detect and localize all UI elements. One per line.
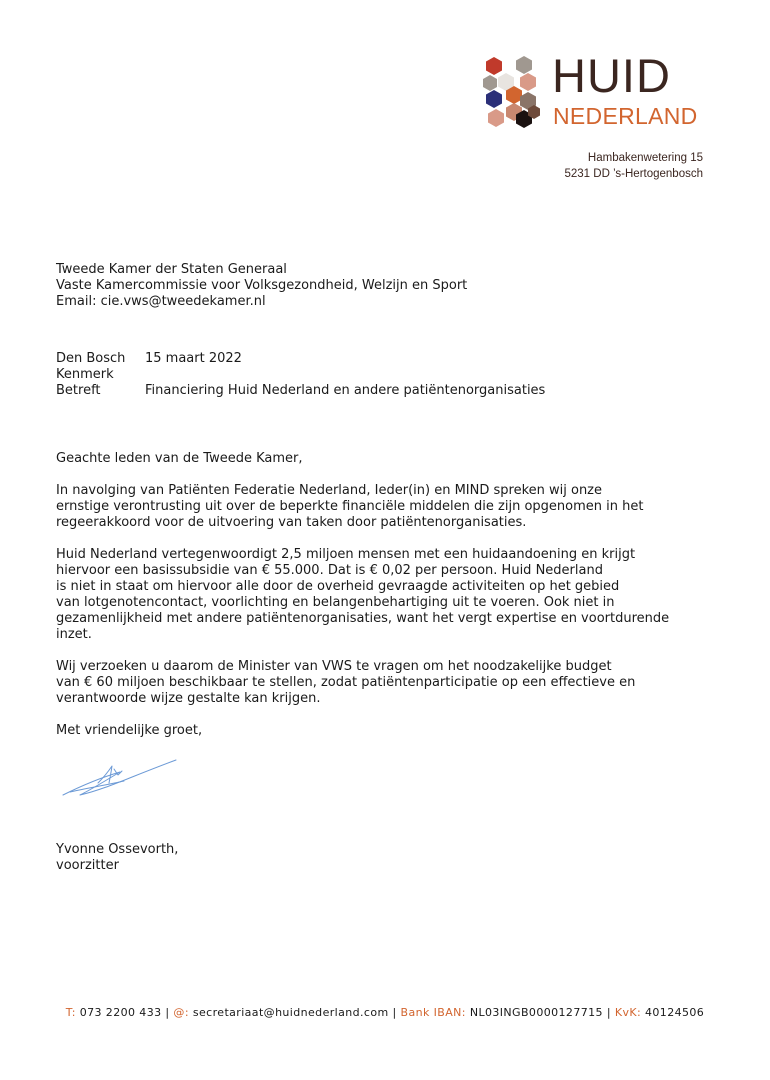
text-line: gezamenlijkheid met andere patiëntenorganisaties, want het vergt expertise en voortdurende (56, 611, 670, 626)
email-address: secretariaat@huidnederland.com (192, 1006, 389, 1019)
recipient-line: Tweede Kamer der Staten Generaal (56, 262, 287, 277)
text-line: Huid Nederland vertegenwoordigt 2,5 miljoen mensen met een huidaandoening en krijgt (56, 547, 636, 562)
handwritten-signature (58, 755, 183, 803)
sender-address (564, 150, 703, 182)
footer-separator: | (392, 1006, 397, 1019)
subject-label: Betreft (56, 383, 101, 398)
text-line: verantwoorde wijze gestalte kan krijgen. (56, 691, 321, 706)
iban-label: Bank IBAN: (400, 1006, 466, 1019)
text-line: van lotgenotencontact, voorlichting en belangenbehartiging uit te voeren. Ook niet in (56, 595, 615, 610)
logo-subtitle: NEDERLAND (553, 103, 698, 129)
salutation: Geachte leden van de Tweede Kamer, (56, 451, 303, 466)
meta-reference-row (56, 367, 545, 383)
sender-city: 5231 DD ’s-Hertogenbosch (564, 168, 703, 180)
phone-number: 073 2200 433 (79, 1006, 162, 1019)
huid-nederland-logo (482, 49, 707, 135)
place-label: Den Bosch (56, 351, 126, 366)
signer-role: voorzitter (56, 858, 119, 873)
sender-street: Hambakenwetering 15 (587, 152, 703, 164)
meta-date-row (56, 351, 545, 367)
text-line: regeerakkoord voor de uitvoering van taken door patiëntenorganisaties. (56, 515, 527, 530)
closing: Met vriendelijke groet, (56, 723, 203, 738)
letter-meta (56, 351, 545, 399)
recipient-address (56, 262, 467, 310)
kvk-label: KvK: (614, 1006, 642, 1019)
phone-label: T: (65, 1006, 76, 1019)
logo-hex (520, 73, 536, 91)
logo-hex (488, 109, 504, 127)
hexagon-skin-tones-logo-icon (482, 55, 544, 135)
email-label: @: (173, 1006, 189, 1019)
text-line: ernstige verontrusting uit over de beperkte financiële middelen die zijn opgenomen in het (56, 499, 644, 514)
logo-title: HUID (552, 49, 671, 102)
text-line: van € 60 miljoen beschikbaar te stellen, zodat patiëntenparticipatie op een effectieve en (56, 675, 636, 690)
letter-date: 15 maart 2022 (145, 351, 242, 366)
letter-subject: Financiering Huid Nederland en andere patiëntenorganisaties (145, 383, 546, 398)
letter-body (56, 451, 676, 755)
text-line: is niet in staat om hiervoor alle door de overheid gevraagde activiteiten op het gebied (56, 579, 620, 594)
signer-name: Yvonne Ossevorth, (56, 842, 179, 857)
reference-label: Kenmerk (56, 367, 114, 382)
logo-hex (483, 75, 497, 91)
text-line: hiervoor een basissubsidie van € 55.000. Dat is € 0,02 per persoon. Huid Nederland (56, 563, 603, 578)
logo-hex (486, 57, 502, 75)
text-line: In navolging van Patiënten Federatie Nederland, Ieder(in) en MIND spreken wij onze (56, 483, 602, 498)
logo-hex (486, 90, 502, 108)
meta-subject-row (56, 383, 545, 399)
footer-separator: | (165, 1006, 170, 1019)
text-line: Wij verzoeken u daarom de Minister van VWS te vragen om het noodzakelijke budget (56, 659, 612, 674)
logo-hex (516, 56, 532, 74)
recipient-line: Vaste Kamercommissie voor Volksgezondheid, Welzijn en Sport (56, 278, 468, 293)
iban-number: NL03INGB0000127715 (469, 1006, 603, 1019)
footer-separator: | (606, 1006, 611, 1019)
kvk-number: 40124506 (645, 1006, 705, 1019)
signer-block (56, 842, 178, 874)
text-line: inzet. (56, 627, 92, 642)
recipient-email: Email: cie.vws@tweedekamer.nl (56, 294, 266, 309)
contact-footer (0, 1006, 770, 1020)
